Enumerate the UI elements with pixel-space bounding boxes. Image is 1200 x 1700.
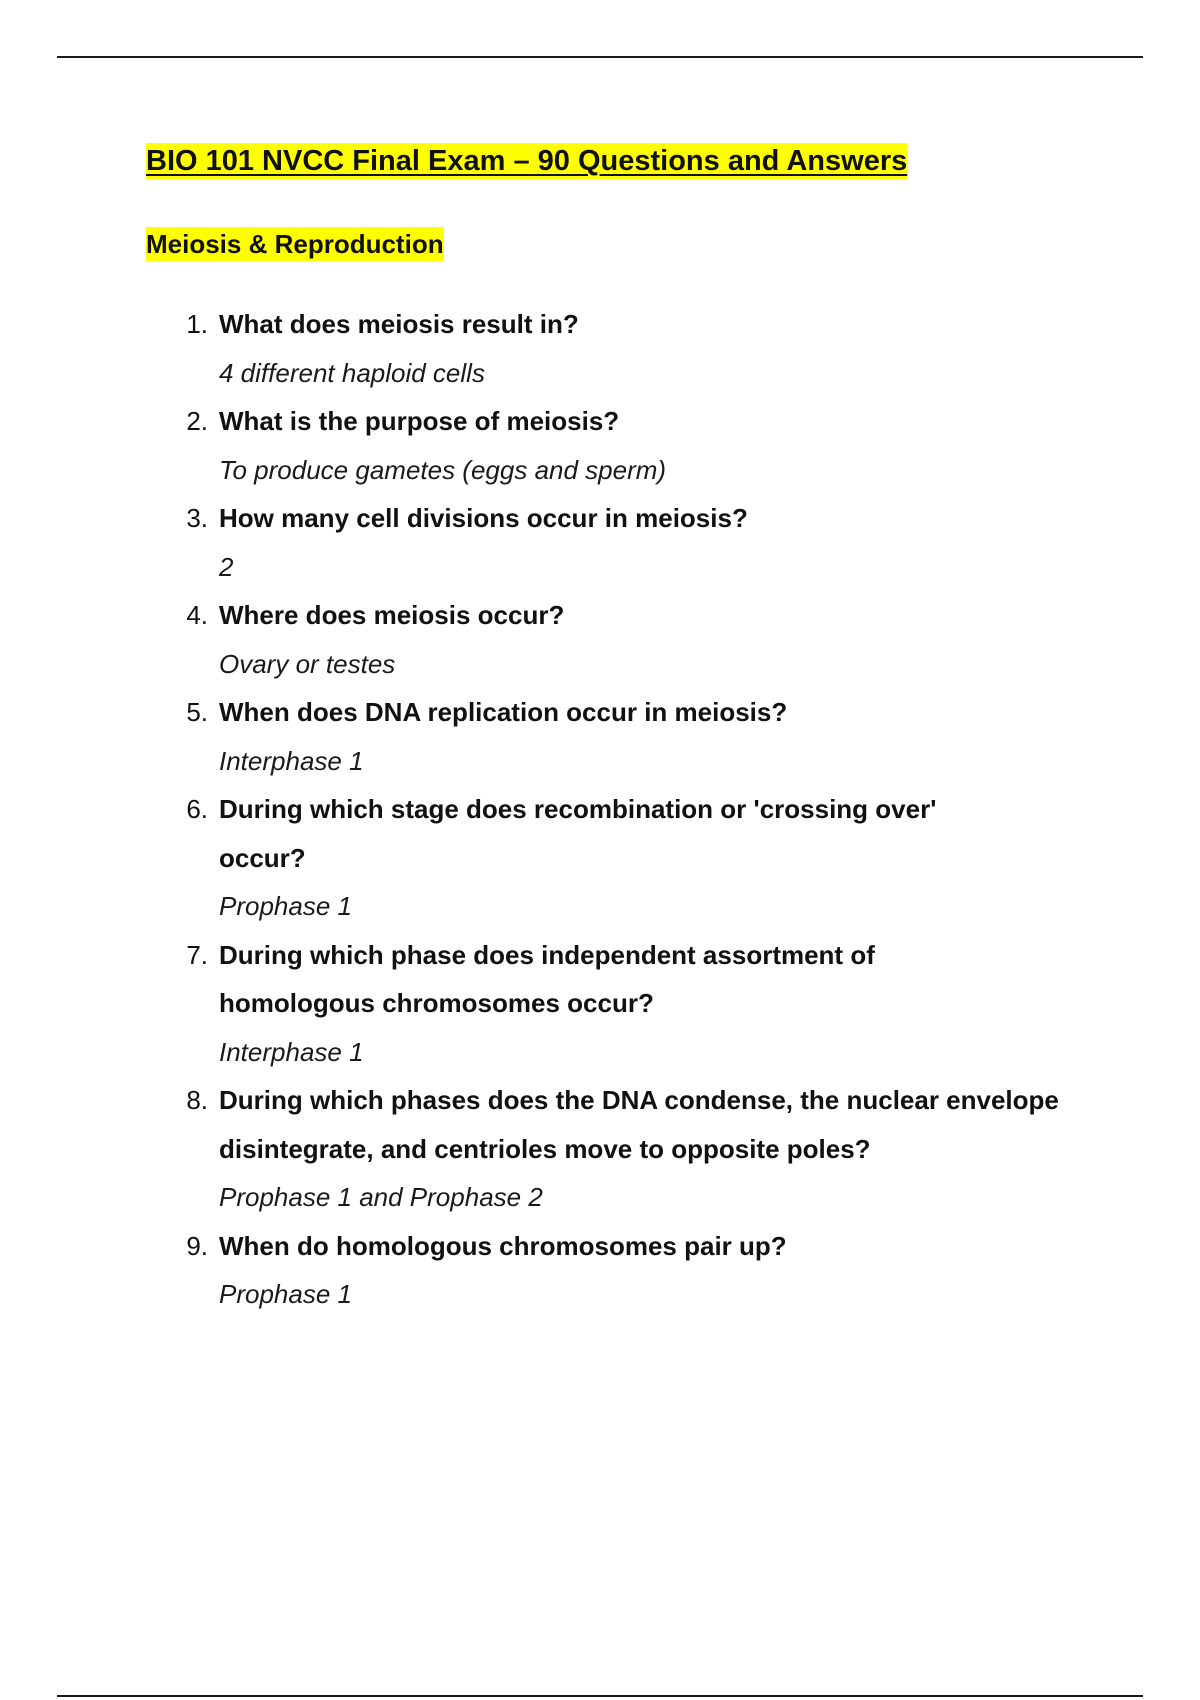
answer-text: 2 [219,551,234,582]
question-number: 9. [186,1230,208,1261]
question-item-7 [170,931,1100,1077]
question-number: 2. [186,406,208,436]
question-text: When do homologous chromosomes pair up? [219,1230,787,1261]
question-number: 3. [186,503,208,533]
question-item-1 [170,300,1100,397]
answer-text: Interphase 1 [219,1036,364,1067]
question-number: 6. [186,794,208,824]
question-number: 1. [186,309,208,339]
question-item-9 [170,1222,1100,1319]
question-item-3 [170,494,1100,591]
answer-text: Interphase 1 [219,745,364,776]
answer-text: Prophase 1 [219,891,352,921]
question-item-2 [170,397,1100,494]
question-item-6 [170,785,1100,931]
question-item-8 [170,1076,1100,1222]
question-text: When does DNA replication occur in meiosis? [219,697,788,727]
question-number: 5. [186,697,208,727]
section-heading: Meiosis & Reproduction [146,229,444,259]
question-item-5 [170,688,1100,785]
question-text: During which stage does recombination or 'crossing over' occur? [219,794,937,873]
answer-text: Ovary or testes [219,648,396,679]
bottom-rule [57,1695,1143,1697]
question-text: During which phases does the DNA condense, the nuclear envelope disintegrate, and centrioles move to opposite poles? [219,1085,1059,1164]
question-number: 7. [186,939,208,970]
question-text: During which phase does independent assortment of homologous chromosomes occur? [219,939,875,1018]
answer-text: Prophase 1 [219,1279,352,1309]
question-text: What is the purpose of meiosis? [219,406,620,436]
question-number: 8. [186,1085,208,1115]
question-item-4 [170,591,1100,688]
answer-text: Prophase 1 and Prophase 2 [219,1182,543,1212]
question-text: Where does meiosis occur? [219,600,565,630]
question-text: How many cell divisions occur in meiosis? [219,503,748,533]
answer-text: 4 different haploid cells [219,357,485,388]
top-rule [57,56,1143,58]
question-text: What does meiosis result in? [219,309,579,339]
question-list [170,300,1100,1319]
answer-text: To produce gametes (eggs and sperm) [219,454,667,485]
document-title: BIO 101 NVCC Final Exam – 90 Questions and Answers [146,145,908,177]
question-number: 4. [186,600,208,630]
